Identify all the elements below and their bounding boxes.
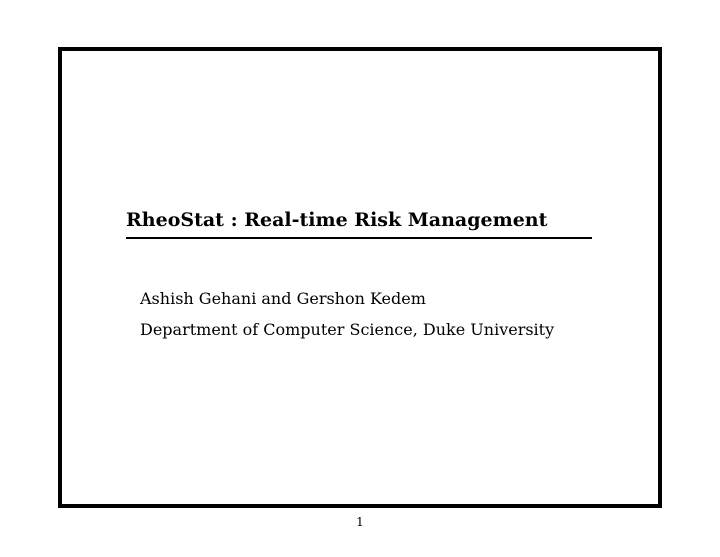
slide-title: RheoStat : Real-time Risk Management [126,209,548,231]
authors: Ashish Gehani and Gershon Kedem [140,289,426,308]
page-number: 1 [356,515,364,529]
title-underline [126,237,592,239]
slide-frame [58,47,662,508]
affiliation: Department of Computer Science, Duke University [140,320,555,339]
